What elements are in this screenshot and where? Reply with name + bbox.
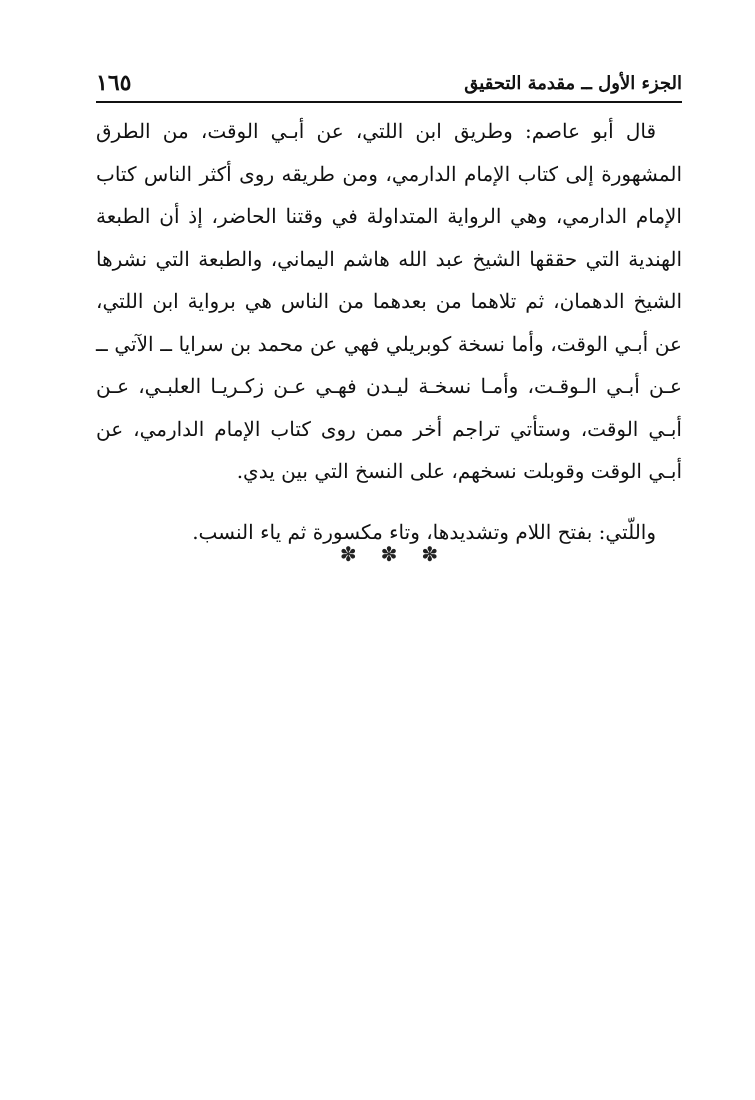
asterism-icon: ✽ [380,542,398,566]
asterism-icon: ✽ [421,542,439,566]
page-header [96,66,682,100]
running-title: الجزء الأول ــ مقدمة التحقيق [464,72,682,94]
section-end-ornaments [96,540,682,568]
header-rule [96,101,682,103]
asterism-icon: ✽ [339,542,357,566]
footnote-paragraph: واللّتي: بفتح اللام وتشديدها، وتاء مكسورة ثم ياء النسب. [192,519,656,544]
page-number: ١٦٥ [96,70,132,96]
body-text [96,110,682,553]
paragraph: قال أبو عاصم: وطريق ابن اللتي، عن أبـي الوقت، من الطرق المشهورة إلى كتاب الإمام الدارمي، ومن طريقه روى أكثر الناس كتاب الإمام الدارمي، وهي الرواية المتداولة في وقتنا الحاضر، إذ أن الطبعة الهندية التي حققها الشيخ عبد الله هاشم اليماني، والطبعة التي نشرها الشيخ الدهمان، ثم تلاهما من بعدهما من الناس هي برواية ابن اللتي، عن أبـي الوقت، وأما نسخة كوبريلي فهي عن محمد بن سرايا ــ الآتي ــ عـن أبـي الـوقـت، وأمـا نسخـة ليـدن فهـي عـن زكـريـا العلبـي، عـن أبـي الوقت، وستأتي تراجم أخر ممن روى كتاب الإمام الدارمي، عن أبـي الوقت وقوبلت نسخهم، على النسخ التي بين يدي. [96,119,682,483]
